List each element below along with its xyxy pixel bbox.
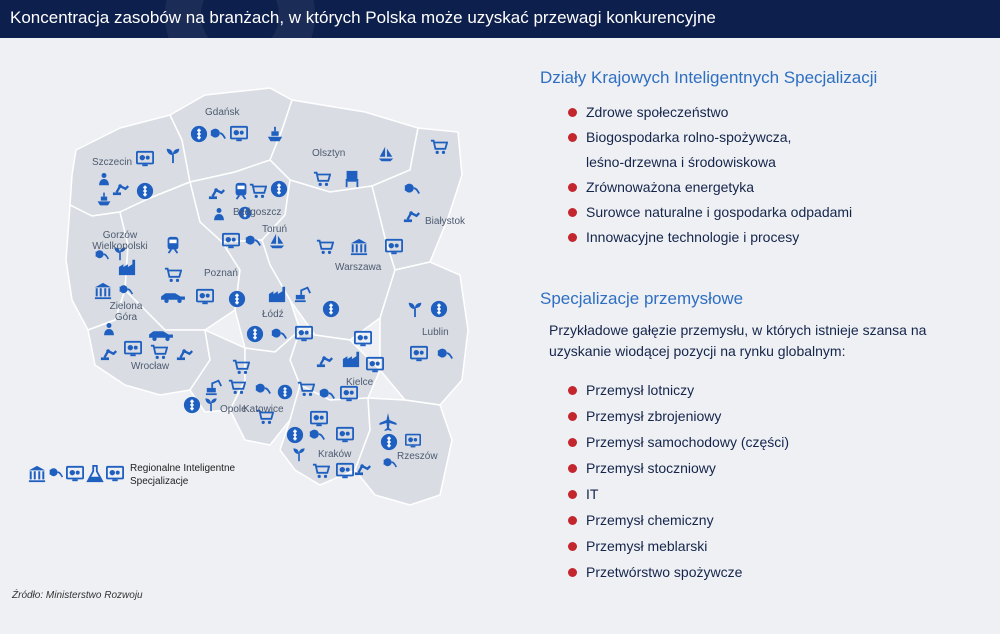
medical-icon <box>323 301 339 317</box>
kis-item: Zrównoważona energetyka <box>566 179 852 195</box>
bullet-dot <box>568 516 577 525</box>
poland-map <box>0 0 500 600</box>
lab-flask-icon <box>88 466 102 481</box>
city-label: Białystok <box>425 216 466 227</box>
city-label: Olsztyn <box>312 148 346 159</box>
bullet-dot <box>568 412 577 421</box>
kis-item: Biogospodarka rolno-spożywcza, leśno-drzewna i środowiskowa <box>566 129 852 170</box>
bullet-dot <box>568 386 577 395</box>
kis-title: Działy Krajowych Inteligentnych Specjalizacji <box>540 68 878 87</box>
medical-icon <box>431 301 447 317</box>
industry-intro: Przykładowe gałęzie przemysłu, w których istnieje szansa na uzyskanie wiodącej pozycji na rynku globalnym: <box>549 322 927 359</box>
bullet-dot <box>568 183 577 192</box>
city-label: Zielona Góra <box>109 301 143 323</box>
industry-list <box>566 382 789 590</box>
monitor-gears-icon <box>67 467 83 481</box>
city-label: Warszawa <box>335 262 382 273</box>
city-label: Gorzów Wielkopolski <box>92 230 148 252</box>
kis-item: Zdrowe społeczeństwo <box>566 104 852 120</box>
city-label: Kraków <box>318 449 352 460</box>
medical-icon <box>191 126 207 142</box>
bullet-dot <box>568 233 577 242</box>
city-label: Poznań <box>204 268 238 279</box>
medical-icon <box>381 434 397 450</box>
industry-item: Przemysł samochodowy (części) <box>566 434 789 450</box>
city-label: Rzeszów <box>397 451 438 462</box>
city-label: Lublin <box>422 327 449 338</box>
source-note: Źródło: Ministerstwo Rozwoju <box>12 590 143 601</box>
city-label: Opole <box>220 404 247 415</box>
industry-item: Przetwórstwo spożywcze <box>566 564 789 580</box>
medical-icon <box>137 183 153 199</box>
bullet-dot <box>568 208 577 217</box>
medical-icon <box>247 326 263 342</box>
bullet-dot <box>568 490 577 499</box>
kis-item: Innowacyjne technologie i procesy <box>566 229 852 245</box>
city-label: Wrocław <box>131 361 170 372</box>
city-label: Gdańsk <box>205 107 240 118</box>
city-label: Bydgoszcz <box>233 207 282 218</box>
medical-icon <box>287 427 303 443</box>
industry-item: Przemysł lotniczy <box>566 382 789 398</box>
city-label: Katowice <box>243 404 284 415</box>
bank-icon <box>29 466 45 482</box>
industry-title: Specjalizacje przemysłowe <box>540 289 744 308</box>
bullet-dot <box>568 568 577 577</box>
medical-icon <box>229 291 245 307</box>
medical-icon <box>184 397 200 413</box>
city-label: Szczecin <box>92 157 133 168</box>
medical-icon <box>278 385 292 399</box>
bullet-dot <box>568 133 577 142</box>
industry-item: Przemysł chemiczny <box>566 512 789 528</box>
bullet-dot <box>568 464 577 473</box>
legend-icons <box>28 464 128 486</box>
industry-item: Przemysł stoczniowy <box>566 460 789 476</box>
kis-item: Surowce naturalne i gospodarka odpadami <box>566 204 852 220</box>
plug-icon <box>50 468 63 477</box>
bullet-dot <box>568 438 577 447</box>
bullet-dot <box>568 108 577 117</box>
city-label: Kielce <box>346 377 374 388</box>
city-label: Łódź <box>262 309 284 320</box>
industry-item: Przemysł meblarski <box>566 538 789 554</box>
city-label: Toruń <box>262 224 288 235</box>
monitor-gears-icon <box>107 467 123 481</box>
medical-icon <box>271 181 287 197</box>
kis-list <box>566 104 852 254</box>
legend-label: Regionalne Inteligentne Specjalizacje <box>130 463 236 487</box>
industry-item: IT <box>566 486 789 502</box>
map-regions <box>66 88 468 505</box>
map-legend <box>28 462 268 496</box>
industry-item: Przemysł zbrojeniowy <box>566 408 789 424</box>
bullet-dot <box>568 542 577 551</box>
page-title: Koncentracja zasobów na branżach, w których Polska może uzyskać przewagi konkurencyjne <box>10 8 716 27</box>
